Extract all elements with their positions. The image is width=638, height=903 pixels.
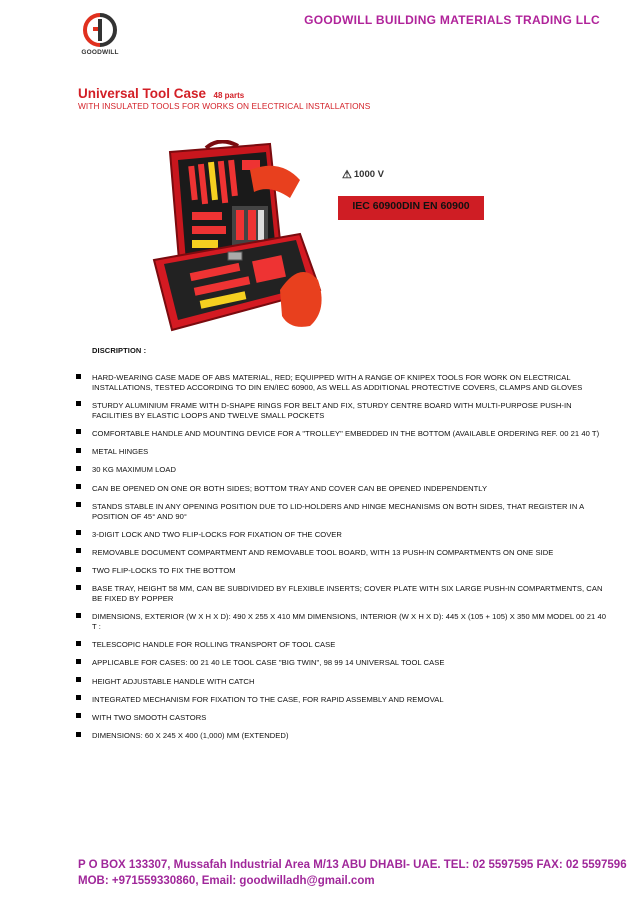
bullet-icon [76,401,81,406]
list-item: METAL HINGES [76,447,606,457]
bullet-icon [76,695,81,700]
logo-wordmark: GOODWILL [81,49,119,56]
list-item: STURDY ALUMINIUM FRAME WITH D-SHAPE RINGS FOR BELT AND FIX, STURDY CENTRE BOARD WITH MULTI-PURPOSE PUSH-IN FACILITIES BY ELASTIC LOOPS AND TWELVE SMALL POCKETS [76,401,606,421]
list-item: CAN BE OPENED ON ONE OR BOTH SIDES; BOTTOM TRAY AND COVER CAN BE OPENED INDEPENDENTLY [76,484,606,494]
bullet-icon [76,713,81,718]
list-item: DIMENSIONS: 60 X 245 X 400 (1,000) MM (EXTENDED) [76,731,606,741]
bullet-icon [76,374,81,379]
company-logo [80,12,120,58]
footer-mobile-email: MOB: +971559330860, Email: goodwilladh@gmail.com [78,875,375,887]
bullet-icon [76,502,81,507]
voltage-value: 1000 V [353,169,384,180]
bullet-icon [76,613,81,618]
list-item: DIMENSIONS, EXTERIOR (W X H X D): 490 X 255 X 410 MM DIMENSIONS, INTERIOR (W X H X D): 445 X (105 + 105) X 350 MM MODEL 00 21 40 T : [76,612,606,632]
list-item: HARD-WEARING CASE MADE OF ABS MATERIAL, RED; EQUIPPED WITH A RANGE OF KNIPEX TOOLS FOR WORK ON ELECTRICAL INSTALLATIONS, TESTED ACCORDING TO DIN EN/IEC 60900, AS WELL AS ADDITIONAL PROTECTIVE COVERS, CLAMPS AND GLOVES [76,373,606,393]
bullet-icon [76,429,81,434]
bullet-icon [76,484,81,489]
voltage-rating [342,168,384,181]
description-list [76,373,606,749]
list-item: REMOVABLE DOCUMENT COMPARTMENT AND REMOVABLE TOOL BOARD, WITH 13 PUSH-IN COMPARTMENTS ON ONE SIDE [76,548,606,558]
bullet-icon [76,677,81,682]
list-item: COMFORTABLE HANDLE AND MOUNTING DEVICE FOR A "TROLLEY" EMBEDDED IN THE BOTTOM (AVAILABLE ORDERING REF. 00 21 40 T) [76,429,606,439]
list-item: STANDS STABLE IN ANY OPENING POSITION DUE TO LID-HOLDERS AND HINGE MECHANISMS ON BOTH SIDES, THAT REGISTER IN A POSITION OF 45° AND 90° [76,502,606,522]
bullet-icon [76,585,81,590]
standard-badge [338,196,484,220]
list-item: HEIGHT ADJUSTABLE HANDLE WITH CATCH [76,677,606,687]
bullet-icon [76,641,81,646]
list-item: APPLICABLE FOR CASES: 00 21 40 LE TOOL CASE "BIG TWIN", 98 99 14 UNIVERSAL TOOL CASE [76,658,606,668]
insulated-voltage-icon: ⚠ [342,169,352,181]
product-subtitle: WITH INSULATED TOOLS FOR WORKS ON ELECTRICAL INSTALLATIONS [78,101,371,111]
footer-contact [78,857,627,889]
list-item: INTEGRATED MECHANISM FOR FIXATION TO THE CASE, FOR RAPID ASSEMBLY AND REMOVAL [76,695,606,705]
list-item: TELESCOPIC HANDLE FOR ROLLING TRANSPORT OF TOOL CASE [76,640,606,650]
product-parts-count: 48 parts [213,91,245,100]
tool-case-image [150,140,330,340]
bullet-icon [76,732,81,737]
footer-address: P O BOX 133307, Mussafah Industrial Area M/13 ABU DHABI- UAE. TEL: 02 5597595 FAX: 02 5597596 [78,859,627,871]
goodwill-logo-icon [82,12,118,48]
list-item: TWO FLIP-LOCKS TO FIX THE BOTTOM [76,566,606,576]
bullet-icon [76,530,81,535]
standard-text: IEC 60900DIN EN 60900 [352,200,470,212]
company-name: GOODWILL BUILDING MATERIALS TRADING LLC [304,13,600,27]
bullet-icon [76,659,81,664]
bullet-icon [76,567,81,572]
bullet-icon [76,466,81,471]
list-item: 3-DIGIT LOCK AND TWO FLIP-LOCKS FOR FIXATION OF THE COVER [76,530,606,540]
description-heading: DISCRIPTION : [92,346,147,355]
list-item: BASE TRAY, HEIGHT 58 MM, CAN BE SUBDIVIDED BY FLEXIBLE INSERTS; COVER PLATE WITH SIX LARGE PUSH-IN COMPARTMENTS, CAN BE FIXED BY POPPER [76,584,606,604]
bullet-icon [76,548,81,553]
bullet-icon [76,448,81,453]
product-title: Universal Tool Case [78,86,207,101]
list-item: WITH TWO SMOOTH CASTORS [76,713,606,723]
list-item: 30 KG MAXIMUM LOAD [76,465,606,475]
